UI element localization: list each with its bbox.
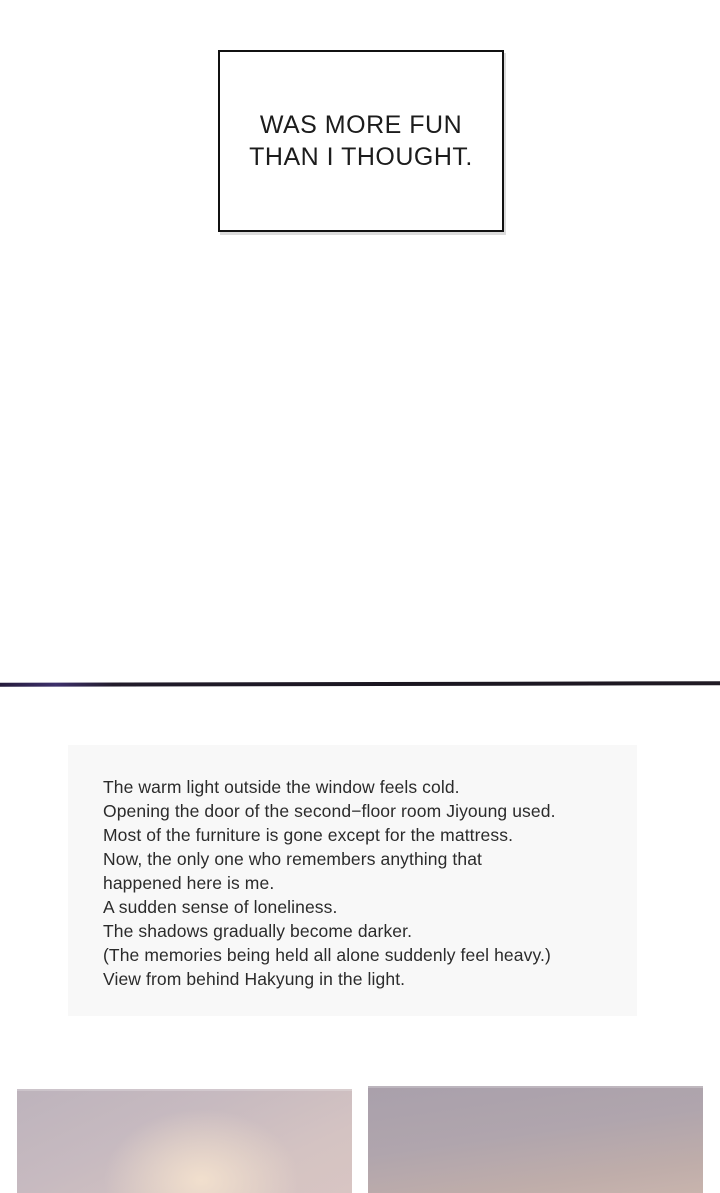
scene-image-right bbox=[368, 1086, 703, 1193]
narration-line: happened here is me. bbox=[103, 873, 275, 893]
panel-divider-line bbox=[0, 681, 720, 687]
narration-line: View from behind Hakyung in the light. bbox=[103, 969, 406, 989]
narration-line: The shadows gradually become darker. bbox=[103, 921, 413, 941]
caption-line-1: WAS MORE FUN bbox=[259, 111, 463, 139]
caption-box bbox=[218, 50, 504, 232]
narration-line: Now, the only one who remembers anything that bbox=[103, 849, 483, 869]
narration-line: (The memories being held all alone suddenly feel heavy.) bbox=[103, 945, 551, 965]
caption-line-2: THAN I THOUGHT. bbox=[249, 143, 473, 171]
scene-image-left bbox=[17, 1089, 352, 1193]
narration-line: Most of the furniture is gone except for the mattress. bbox=[103, 825, 514, 845]
caption-text bbox=[249, 109, 473, 173]
narration-line: The warm light outside the window feels cold. bbox=[103, 777, 460, 797]
narration-line: A sudden sense of loneliness. bbox=[103, 897, 338, 917]
narration-line: Opening the door of the second−floor room Jiyoung used. bbox=[103, 801, 556, 821]
narration-panel bbox=[68, 745, 637, 1016]
